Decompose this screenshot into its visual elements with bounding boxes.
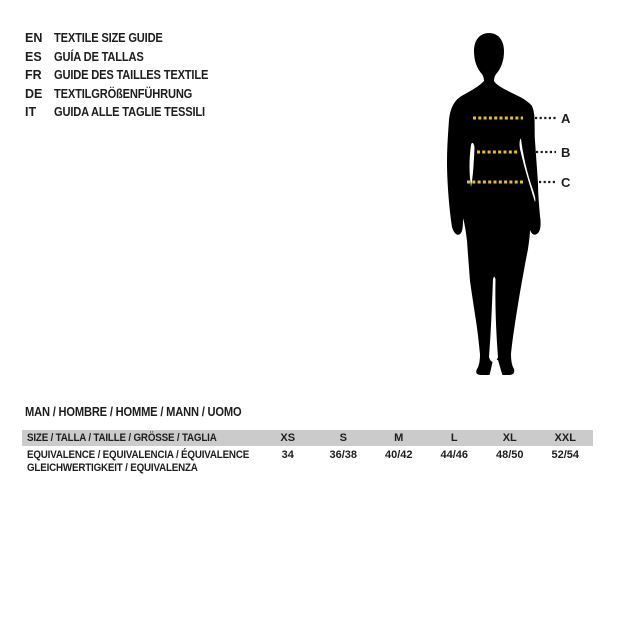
language-label: GUIDE DES TAILLES TEXTILE	[54, 68, 209, 82]
language-row-es	[25, 48, 227, 67]
size-col-s: S	[339, 432, 347, 444]
equivalence-value-xxl: 52/54	[551, 449, 580, 461]
equivalence-label: EQUIVALENCE / EQUIVALENCIA / ÉQUIVALENCE GLEICHWERTIGKEIT / EQUIVALENZA	[27, 449, 250, 474]
size-col-xl: XL	[502, 432, 517, 444]
language-label: GUÍA DE TALLAS	[54, 49, 144, 64]
size-col-l: L	[450, 432, 458, 444]
language-list	[25, 29, 227, 122]
language-code: IT	[25, 105, 37, 119]
marker-label-c: C	[561, 175, 571, 190]
equivalence-row	[22, 449, 593, 475]
language-label: TEXTILGRÖßENFÜHRUNG	[54, 86, 193, 101]
language-row-fr	[25, 66, 227, 85]
equivalence-value-l: 44/46	[440, 449, 469, 461]
size-header-label: SIZE / TALLA / TAILLE / GRÖSSE / TAGLIA	[27, 432, 217, 444]
language-code: DE	[25, 86, 43, 101]
equivalence-value-s: 36/38	[329, 449, 358, 461]
equivalence-value-xs: 34	[281, 449, 294, 461]
language-row-it	[25, 103, 227, 122]
marker-label-a: A	[561, 111, 571, 126]
language-code: FR	[25, 68, 42, 82]
language-label: TEXTILE SIZE GUIDE	[54, 31, 163, 45]
size-col-m: M	[394, 432, 404, 444]
equivalence-value-m: 40/42	[384, 449, 413, 461]
size-table	[22, 430, 593, 475]
equivalence-value-xl: 48/50	[495, 449, 524, 461]
language-code: ES	[25, 49, 42, 64]
size-col-xs: XS	[280, 432, 296, 444]
measurement-figure	[420, 27, 590, 393]
marker-label-b: B	[561, 145, 571, 160]
language-code: EN	[25, 31, 43, 45]
size-col-xxl: XXL	[554, 432, 576, 444]
size-table-header-row	[22, 430, 593, 446]
category-title: MAN / HOMBRE / HOMME / MANN / UOMO	[25, 405, 242, 419]
language-row-de	[25, 85, 227, 104]
language-label: GUIDA ALLE TAGLIE TESSILI	[54, 105, 205, 119]
language-row-en	[25, 29, 227, 48]
